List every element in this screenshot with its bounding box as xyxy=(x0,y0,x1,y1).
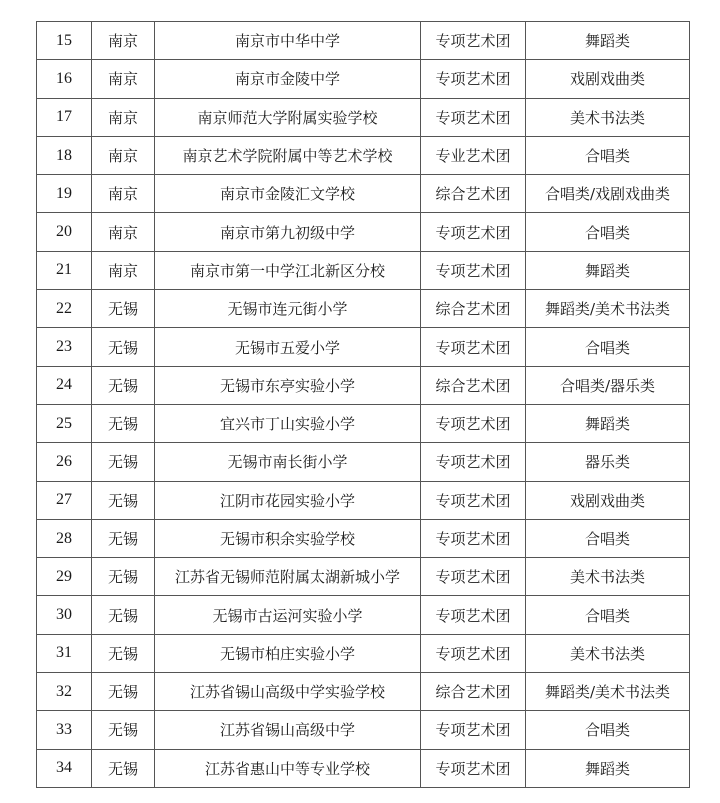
table-row xyxy=(37,98,690,136)
art-category-cell: 合唱类 xyxy=(526,213,690,251)
art-category-cell: 合唱类 xyxy=(526,519,690,557)
troupe-type-cell: 专项艺术团 xyxy=(421,98,526,136)
school-name-cell: 南京市金陵中学 xyxy=(155,60,421,98)
table-row xyxy=(37,558,690,596)
school-name-cell: 南京师范大学附属实验学校 xyxy=(155,98,421,136)
table-row xyxy=(37,60,690,98)
school-name-cell: 江苏省锡山高级中学 xyxy=(155,711,421,749)
troupe-type-cell: 综合艺术团 xyxy=(421,366,526,404)
troupe-type-cell: 专项艺术团 xyxy=(421,634,526,672)
city-cell: 无锡 xyxy=(92,366,155,404)
troupe-type-cell: 专项艺术团 xyxy=(421,213,526,251)
row-number: 20 xyxy=(37,213,92,251)
table-row xyxy=(37,366,690,404)
art-category-cell: 舞蹈类/美术书法类 xyxy=(526,290,690,328)
city-cell: 无锡 xyxy=(92,404,155,442)
row-number: 22 xyxy=(37,290,92,328)
troupe-type-cell: 专项艺术团 xyxy=(421,404,526,442)
school-name-cell: 南京市第一中学江北新区分校 xyxy=(155,251,421,289)
row-number: 19 xyxy=(37,175,92,213)
row-number: 21 xyxy=(37,251,92,289)
table-row xyxy=(37,22,690,60)
troupe-type-cell: 专项艺术团 xyxy=(421,749,526,787)
school-name-cell: 江苏省无锡师范附属太湖新城小学 xyxy=(155,558,421,596)
school-name-cell: 南京艺术学院附属中等艺术学校 xyxy=(155,136,421,174)
troupe-type-cell: 专项艺术团 xyxy=(421,481,526,519)
school-name-cell: 南京市中华中学 xyxy=(155,22,421,60)
troupe-type-cell: 专业艺术团 xyxy=(421,136,526,174)
table-row xyxy=(37,136,690,174)
art-category-cell: 合唱类 xyxy=(526,328,690,366)
city-cell: 无锡 xyxy=(92,749,155,787)
art-category-cell: 美术书法类 xyxy=(526,98,690,136)
row-number: 24 xyxy=(37,366,92,404)
table-row xyxy=(37,519,690,557)
city-cell: 南京 xyxy=(92,136,155,174)
city-cell: 南京 xyxy=(92,213,155,251)
art-category-cell: 舞蹈类 xyxy=(526,251,690,289)
city-cell: 无锡 xyxy=(92,443,155,481)
table-row xyxy=(37,213,690,251)
school-name-cell: 无锡市古运河实验小学 xyxy=(155,596,421,634)
table-row xyxy=(37,596,690,634)
school-name-cell: 江苏省惠山中等专业学校 xyxy=(155,749,421,787)
city-cell: 无锡 xyxy=(92,711,155,749)
row-number: 25 xyxy=(37,404,92,442)
art-category-cell: 器乐类 xyxy=(526,443,690,481)
city-cell: 无锡 xyxy=(92,481,155,519)
table-row xyxy=(37,749,690,787)
school-name-cell: 无锡市南长街小学 xyxy=(155,443,421,481)
school-name-cell: 江阴市花园实验小学 xyxy=(155,481,421,519)
city-cell: 无锡 xyxy=(92,290,155,328)
table-row xyxy=(37,711,690,749)
school-name-cell: 南京市金陵汇文学校 xyxy=(155,175,421,213)
table-row xyxy=(37,673,690,711)
art-category-cell: 合唱类/戏剧戏曲类 xyxy=(526,175,690,213)
table-row xyxy=(37,404,690,442)
city-cell: 南京 xyxy=(92,98,155,136)
city-cell: 南京 xyxy=(92,251,155,289)
city-cell: 南京 xyxy=(92,175,155,213)
art-category-cell: 戏剧戏曲类 xyxy=(526,60,690,98)
troupe-type-cell: 综合艺术团 xyxy=(421,175,526,213)
schools-table xyxy=(36,21,690,788)
table-row xyxy=(37,634,690,672)
row-number: 34 xyxy=(37,749,92,787)
school-name-cell: 宜兴市丁山实验小学 xyxy=(155,404,421,442)
table-row xyxy=(37,290,690,328)
row-number: 26 xyxy=(37,443,92,481)
school-name-cell: 无锡市积余实验学校 xyxy=(155,519,421,557)
table-body xyxy=(37,22,690,788)
school-name-cell: 无锡市东亭实验小学 xyxy=(155,366,421,404)
art-category-cell: 合唱类 xyxy=(526,711,690,749)
troupe-type-cell: 专项艺术团 xyxy=(421,596,526,634)
troupe-type-cell: 专项艺术团 xyxy=(421,558,526,596)
row-number: 33 xyxy=(37,711,92,749)
row-number: 28 xyxy=(37,519,92,557)
art-category-cell: 合唱类 xyxy=(526,136,690,174)
troupe-type-cell: 专项艺术团 xyxy=(421,328,526,366)
row-number: 16 xyxy=(37,60,92,98)
table-row xyxy=(37,443,690,481)
school-name-cell: 无锡市柏庄实验小学 xyxy=(155,634,421,672)
row-number: 23 xyxy=(37,328,92,366)
row-number: 32 xyxy=(37,673,92,711)
school-name-cell: 江苏省锡山高级中学实验学校 xyxy=(155,673,421,711)
art-category-cell: 美术书法类 xyxy=(526,558,690,596)
city-cell: 无锡 xyxy=(92,328,155,366)
school-name-cell: 南京市第九初级中学 xyxy=(155,213,421,251)
row-number: 31 xyxy=(37,634,92,672)
table-row xyxy=(37,251,690,289)
troupe-type-cell: 专项艺术团 xyxy=(421,22,526,60)
city-cell: 无锡 xyxy=(92,558,155,596)
art-category-cell: 美术书法类 xyxy=(526,634,690,672)
row-number: 15 xyxy=(37,22,92,60)
city-cell: 无锡 xyxy=(92,634,155,672)
city-cell: 南京 xyxy=(92,22,155,60)
table-row xyxy=(37,328,690,366)
table-row xyxy=(37,175,690,213)
troupe-type-cell: 专项艺术团 xyxy=(421,711,526,749)
school-name-cell: 无锡市连元街小学 xyxy=(155,290,421,328)
city-cell: 无锡 xyxy=(92,519,155,557)
troupe-type-cell: 专项艺术团 xyxy=(421,519,526,557)
row-number: 30 xyxy=(37,596,92,634)
art-category-cell: 舞蹈类 xyxy=(526,749,690,787)
troupe-type-cell: 综合艺术团 xyxy=(421,673,526,711)
troupe-type-cell: 专项艺术团 xyxy=(421,443,526,481)
row-number: 27 xyxy=(37,481,92,519)
art-category-cell: 合唱类/器乐类 xyxy=(526,366,690,404)
city-cell: 无锡 xyxy=(92,673,155,711)
troupe-type-cell: 专项艺术团 xyxy=(421,251,526,289)
art-category-cell: 舞蹈类 xyxy=(526,22,690,60)
row-number: 18 xyxy=(37,136,92,174)
school-name-cell: 无锡市五爱小学 xyxy=(155,328,421,366)
art-category-cell: 合唱类 xyxy=(526,596,690,634)
table-row xyxy=(37,481,690,519)
art-category-cell: 舞蹈类/美术书法类 xyxy=(526,673,690,711)
art-category-cell: 舞蹈类 xyxy=(526,404,690,442)
troupe-type-cell: 综合艺术团 xyxy=(421,290,526,328)
troupe-type-cell: 专项艺术团 xyxy=(421,60,526,98)
row-number: 29 xyxy=(37,558,92,596)
city-cell: 南京 xyxy=(92,60,155,98)
city-cell: 无锡 xyxy=(92,596,155,634)
art-category-cell: 戏剧戏曲类 xyxy=(526,481,690,519)
row-number: 17 xyxy=(37,98,92,136)
